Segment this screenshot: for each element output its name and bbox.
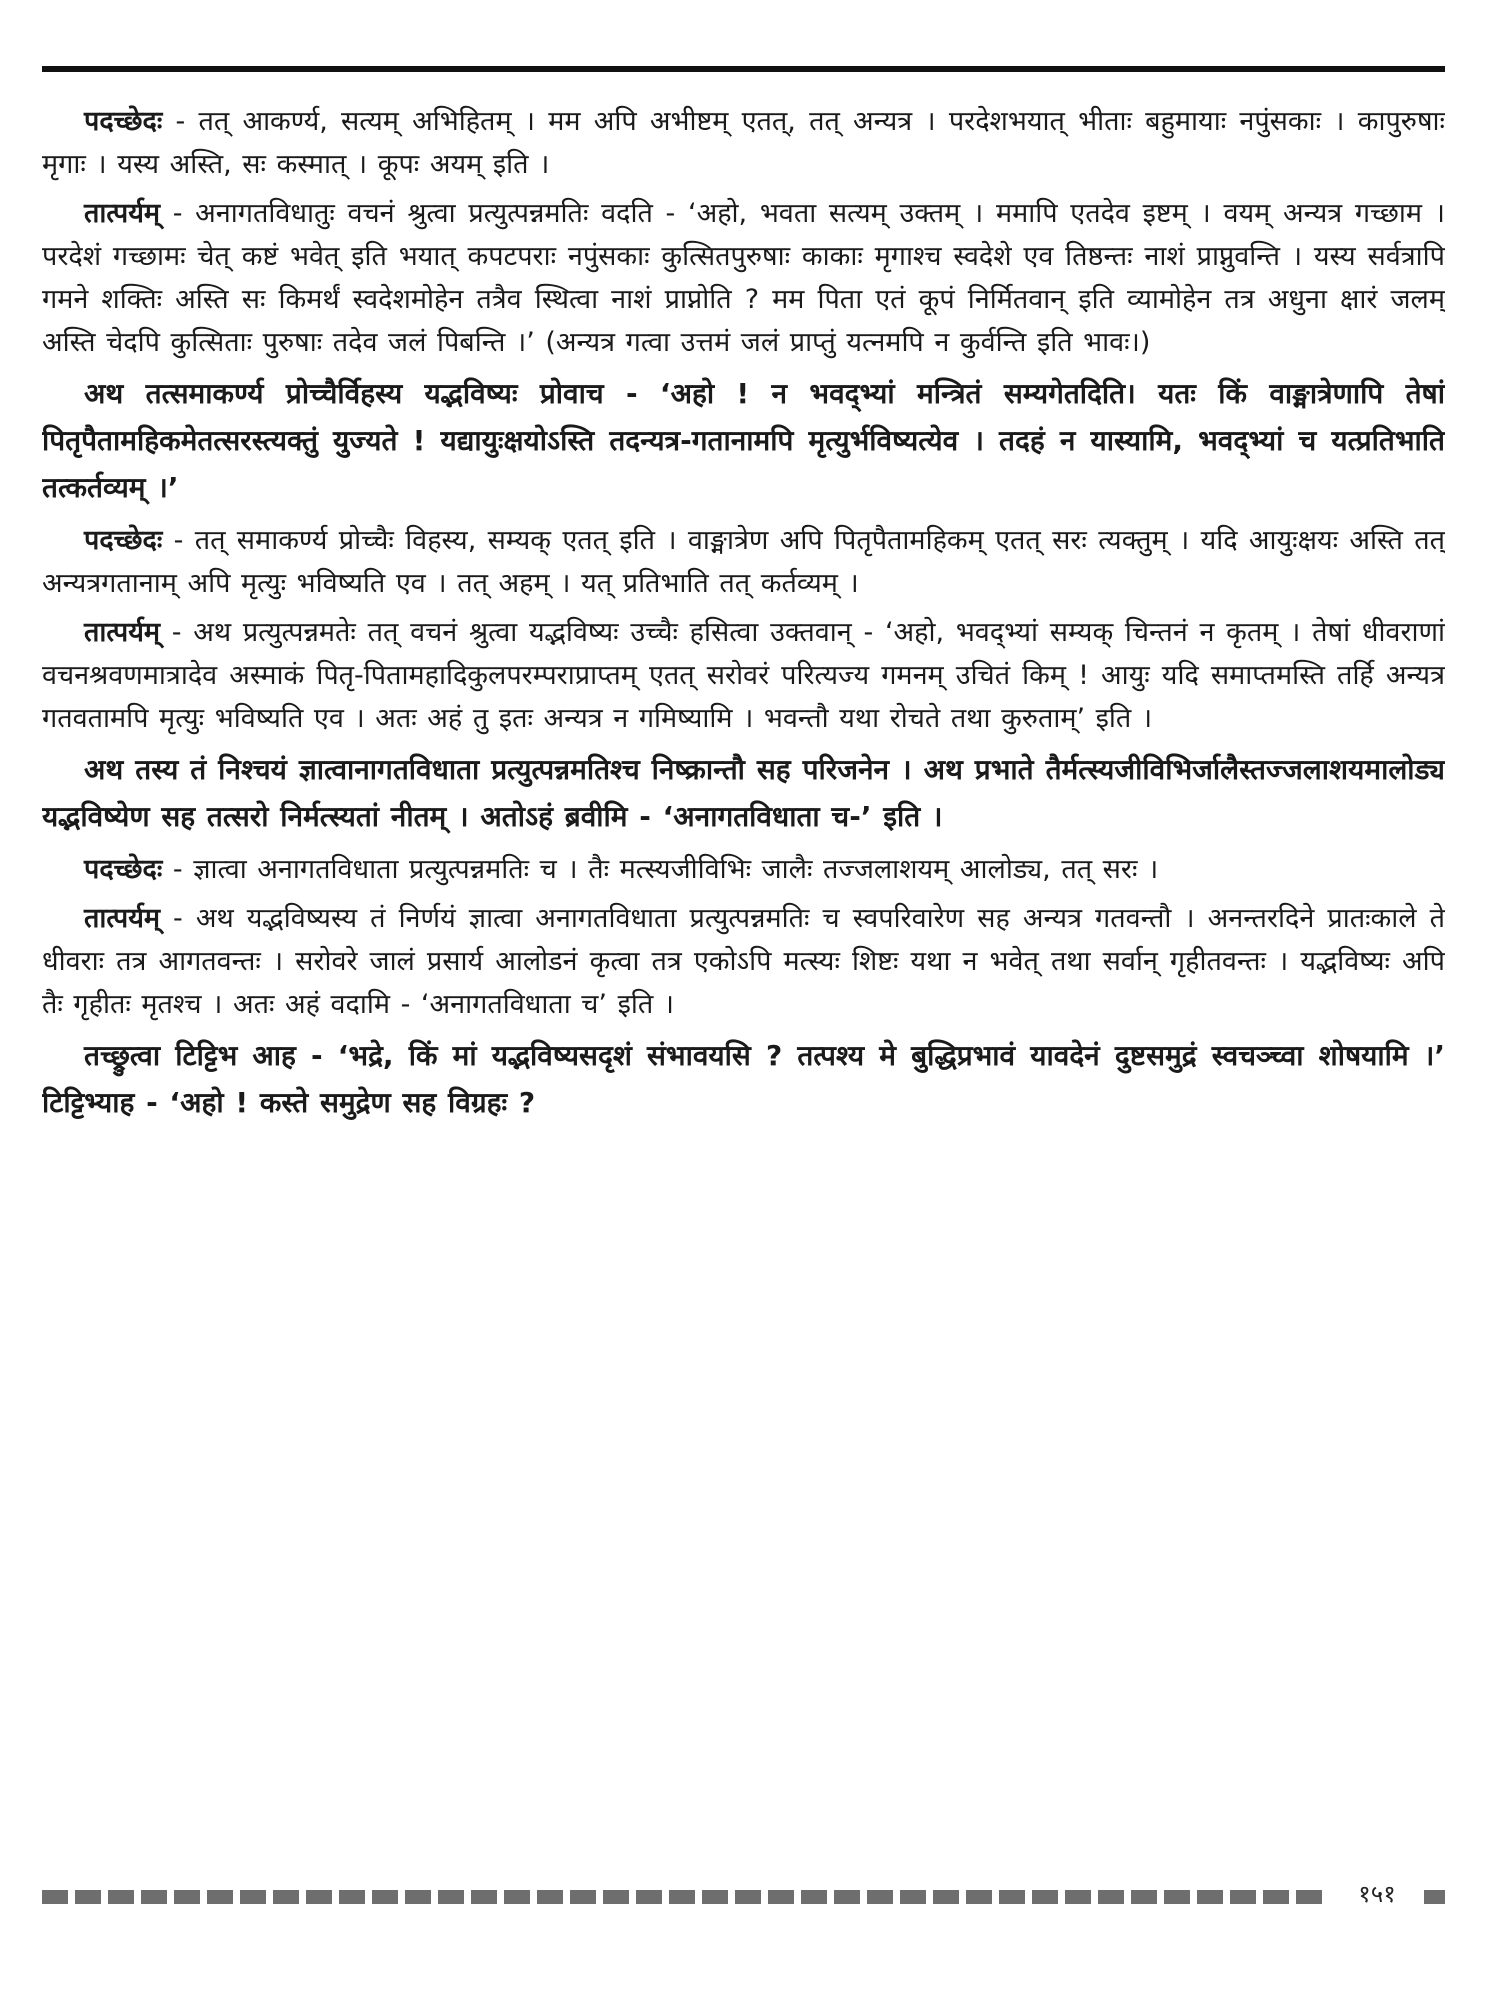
paragraph-padaccheda-3 — [42, 848, 1445, 891]
paragraph-padaccheda-2 — [42, 519, 1445, 605]
paragraph-label: पदच्छेदः — [84, 854, 163, 885]
paragraph-label: तात्पर्यम् — [84, 198, 161, 229]
paragraph-label: तात्पर्यम् — [84, 617, 161, 648]
paragraph-tatparyam-2 — [42, 611, 1445, 740]
paragraph-verse-2 — [42, 746, 1445, 840]
paragraph-text: तच्छ्रुत्वा टिट्टिभ आह - ‘भद्रे, किं मां यद्भविष्यसदृशं संभावयसि ? तत्पश्य मे बुद्धिप्रभावं यावदेनं दुष्टसमुद्रं स्वचञ्च्वा शोषयामि ।’ टिट्टिभ्याह - ‘अहो ! कस्ते समुद्रेण सह विग्रहः ? — [42, 1039, 1445, 1119]
paragraph-text: - तत् समाकर्ण्य प्रोच्चैः विहस्य, सम्यक् एतत् इति । वाङ्मात्रेण अपि पितृपैतामहिकम् एतत् सरः त्यक्तुम् । यदि आयुःक्षयः अस्ति तत् अन्यत्रगतानाम् अपि मृत्युः भविष्यति एव । तत् अहम् । यत् प्रतिभाति तत् कर्तव्यम् । — [42, 525, 1445, 599]
paragraph-text: - तत् आकर्ण्य, सत्यम् अभिहितम् । मम अपि अभीष्टम् एतत्, तत् अन्यत्र । परदेशभयात् भीताः बहुमायाः नपुंसकाः । कापुरुषाः मृगाः । यस्य अस्ति, सः कस्मात् । कूपः अयम् इति । — [42, 106, 1445, 180]
paragraph-text: - अनागतविधातुः वचनं श्रुत्वा प्रत्युत्पन्नमतिः वदति - ‘अहो, भवता सत्यम् उक्तम् । ममापि एतदेव इष्टम् । वयम् अन्यत्र गच्छाम । परदेशं गच्छामः चेत् कष्टं भवेत् इति भयात् कपटपराः नपुंसकाः कुत्सितपुरुषाः काकाः मृगाश्च स्वदेशे एव तिष्ठन्तः नाशं प्राप्नुवन्ति । यस्य सर्वत्रापि गमने शक्तिः अस्ति सः किमर्थं स्वदेशमोहेन तत्रैव स्थित्वा नाशं प्राप्नोति ? मम पिता एतं कूपं निर्मितवान् इति व्यामोहेन तत्र अधुना क्षारं जलम् अस्ति चेदपि कुत्सिताः पुरुषाः तदेव जलं पिबन्ति ।’ (अन्यत्र गत्वा उत्तमं जलं प्राप्तुं यत्नमपि न कुर्वन्ति इति भावः।) — [42, 198, 1445, 358]
paragraph-verse-3 — [42, 1032, 1445, 1126]
page-number: १५१ — [1358, 1880, 1396, 1908]
paragraph-tatparyam-1 — [42, 192, 1445, 364]
paragraph-label: पदच्छेदः — [84, 525, 163, 556]
paragraph-verse-1 — [42, 370, 1445, 511]
footer-dash-end — [1424, 1890, 1445, 1904]
paragraph-text: - अथ यद्भविष्यस्य तं निर्णयं ज्ञात्वा अनागतविधाता प्रत्युत्पन्नमतिः च स्वपरिवारेण सह अन्यत्र गतवन्तौ । अनन्तरदिने प्रातःकाले ते धीवराः तत्र आगतवन्तः । सरोवरे जालं प्रसार्य आलोडनं कृत्वा तत्र एकोऽपि मत्स्यः शिष्टः यथा न भवेत् तथा सर्वान् गृहीतवन्तः । यद्भविष्यः अपि तैः गृहीतः मृतश्च । अतः अहं वदामि - ‘अनागतविधाता च’ इति । — [42, 903, 1445, 1020]
top-rule — [42, 66, 1445, 72]
paragraph-label: तात्पर्यम् — [84, 903, 161, 934]
paragraph-text: - अथ प्रत्युत्पन्नमतेः तत् वचनं श्रुत्वा यद्भविष्यः उच्चैः हसित्वा उक्तवान् - ‘अहो, भवद्भ्यां सम्यक् चिन्तनं न कृतम् । तेषां धीवराणां वचनश्रवणमात्रादेव अस्माकं पितृ-पितामहादिकुलपरम्पराप्राप्तम् एतत् सरोवरं परित्यज्य गमनम् उचितं किम् ! आयुः यदि समाप्तमस्ति तर्हि अन्यत्र गतवतामपि मृत्युः भविष्यति एव । अतः अहं तु इतः अन्यत्र न गमिष्यामि । भवन्तौ यथा रोचते तथा कुरुताम्’ इति । — [42, 617, 1445, 734]
paragraph-text: अथ तस्य तं निश्चयं ज्ञात्वानागतविधाता प्रत्युत्पन्नमतिश्च निष्क्रान्तौ सह परिजनेन । अथ प्रभाते तैर्मत्स्यजीविभिर्जालैस्तज्जलाशयमालोड्य यद्भविष्येण सह तत्सरो निर्मत्स्यतां नीतम् । अतोऽहं ब्रवीमि - ‘अनागतविधाता च-’ इति । — [42, 753, 1445, 833]
footer-dash-rule — [42, 1890, 1327, 1904]
paragraph-text: अथ तत्समाकर्ण्य प्रोच्चैर्विहस्य यद्भविष्यः प्रोवाच - ‘अहो ! न भवद्भ्यां मन्त्रितं सम्यगेतदिति। यतः किं वाङ्मात्रेणापि तेषां पितृपैतामहिकमेतत्सरस्त्यक्तुं युज्यते ! यद्यायुःक्षयोऽस्ति तदन्यत्र-गतानामपि मृत्युर्भविष्यत्येव । तदहं न यास्यामि, भवद्भ्यां च यत्प्रतिभाति तत्कर्तव्यम् ।’ — [42, 377, 1445, 504]
paragraph-label: पदच्छेदः — [84, 106, 163, 137]
page-body — [42, 100, 1445, 1810]
page-footer — [42, 1880, 1445, 1909]
paragraph-text: - ज्ञात्वा अनागतविधाता प्रत्युत्पन्नमतिः च । तैः मत्स्यजीविभिः जालैः तज्जलाशयम् आलोड्य, तत् सरः । — [162, 854, 1159, 885]
paragraph-tatparyam-3 — [42, 897, 1445, 1026]
paragraph-padaccheda-1 — [42, 100, 1445, 186]
